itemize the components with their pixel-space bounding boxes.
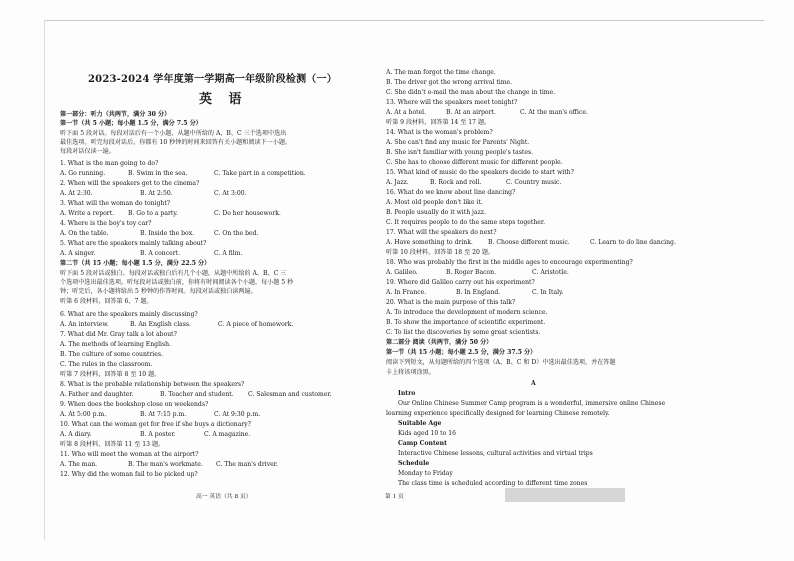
question-18: 18. Who was probably the first in the middle ages to encourage experimenting? (386, 259, 633, 266)
q2-option-c: C. At 3:00. (214, 190, 247, 197)
section-one-heading: 第一节（共 5 小题；每小题 1.5 分，满分 7.5 分） (60, 120, 202, 127)
q13-option-a: A. At a hotel. (386, 109, 427, 116)
part-two-heading: 第二部分 阅读（共两节，满分 50 分） (386, 339, 493, 346)
passage-content-heading: Camp Content (398, 440, 447, 447)
q16-option-c: C. It requires people to do the same steps together. (386, 219, 546, 226)
passage-age-text: Kids aged 10 to 16 (398, 430, 456, 437)
question-2: 2. When will the speakers get to the cinema? (60, 180, 200, 187)
material-note: 听第 6 段材料，回答第 6、7 题。 (60, 298, 153, 305)
question-17: 17. What will the speakers do next? (386, 229, 497, 236)
q15-option-b: B. Rock and roll. (430, 179, 482, 186)
q19-option-c: C. In Italy. (532, 289, 564, 296)
q18-option-c: C. Aristotle. (532, 269, 569, 276)
q11-option-b: B. The man's workmate. (128, 461, 203, 468)
q14-option-b: B. She isn't familiar with young people's tastes. (386, 149, 534, 156)
section-two-heading: 第二节（共 15 小题；每小题 1.5 分，满分 22.5 分） (60, 260, 211, 267)
instruction-line: 卡上将该项涂黑。 (386, 369, 435, 376)
material-note: 听第 8 段材料，回答第 11 至 13 题。 (60, 441, 165, 448)
instruction-line: 个选项中选出最佳选项。听每段对话或独白前，你将有时间阅读各个小题，每小题 5 秒 (60, 279, 294, 286)
q3-option-b: B. Go to a party. (128, 210, 178, 217)
passage-age-heading: Suitable Age (398, 420, 442, 427)
q6-option-a: A. An interview. (60, 321, 109, 328)
q1-option-c: C. Take part in a competition. (214, 170, 306, 177)
question-8: 8. What is the probable relationship between the speakers? (60, 381, 245, 388)
instruction-line: 听下面 5 段对话或独白。每段对话或独白后有几个小题，从题中所给的 A、B、C 三 (60, 270, 287, 277)
q12-option-a: A. The man forgot the time change. (386, 69, 496, 76)
question-16: 16. What do we know about line dancing? (386, 189, 516, 196)
passage-intro-text: Our Online Chinese Summer Camp program is a wonderful, immersive online Chinese (398, 400, 666, 407)
question-19: 19. Where did Galileo carry out his experiment? (386, 279, 535, 286)
footer-page-info: 高一 英语（共 8 页） (196, 494, 252, 500)
q16-option-a: A. Most old people don't like it. (386, 199, 483, 206)
question-3: 3. What will the woman do tonight? (60, 200, 171, 207)
q2-option-a: A. At 2:30. (60, 190, 93, 197)
q19-option-b: B. In England. (456, 289, 501, 296)
footer-page-number: 第 1 页 (385, 494, 404, 500)
instruction-line: 每段对话仅读一遍。 (60, 148, 115, 155)
instruction-line: 钟；听完后，各小题将给出 5 秒钟的作答时间。每段对话或独白读两遍。 (60, 288, 257, 295)
question-20: 20. What is the main purpose of this talk? (386, 299, 516, 306)
part-one-heading: 第一部分：听力（共两节，满分 30 分） (60, 111, 171, 118)
q19-option-a: A. In France. (386, 289, 427, 296)
q14-option-a: A. She can't find any music for Parents' Night. (386, 139, 530, 146)
q8-option-a: A. Father and daughter. (60, 391, 134, 398)
q20-option-b: B. To show the importance of scientific experiment. (386, 319, 546, 326)
q11-option-c: C. The man's driver. (216, 461, 278, 468)
q6-option-b: B. An English class. (130, 321, 191, 328)
q5-option-c: C. A film. (214, 250, 243, 257)
q1-option-b: B. Swim in the sea. (128, 170, 188, 177)
q4-option-b: B. Inside the box. (140, 230, 195, 237)
instruction-line: 最佳选项。听完每段对话后，你都有 10 秒钟的时间来回答有关小题和阅读下一小题。 (60, 139, 292, 146)
q13-option-c: C. At the man's office. (520, 109, 588, 116)
question-12: 12. Why did the woman fail to be picked up? (60, 471, 198, 478)
passage-schedule-text: The class time is scheduled according to different time zones (398, 480, 588, 487)
material-note: 听第 9 段材料，回答第 14 至 17 题。 (386, 119, 491, 126)
q2-option-b: B. At 2:50. (140, 190, 173, 197)
question-7: 7. What did Mr. Gray talk a lot about? (60, 331, 177, 338)
q20-option-c: C. To list the discoveries by some great scientists. (386, 329, 541, 336)
q4-option-a: A. On the table. (60, 230, 109, 237)
q17-option-b: B. Choose different music. (488, 239, 570, 246)
instruction-line: 听下面 5 段对话。每段对话后有一个小题，从题中所给的 A、B、C 三个选项中选出 (60, 130, 287, 137)
q15-option-c: C. Country music. (506, 179, 562, 186)
q5-option-b: B. A concert. (140, 250, 181, 257)
passage-schedule-text: Monday to Friday (398, 470, 453, 477)
question-1: 1. What is the man going to do? (60, 160, 159, 167)
q13-option-b: B. At an airport. (446, 109, 496, 116)
exam-title: 2023-2024 学年度第一学期高一年级阶段检测（一） (88, 74, 337, 85)
redaction-bar (505, 488, 625, 502)
q9-option-c: C. At 9:30 p.m. (214, 411, 261, 418)
q4-option-c: C. On the bed. (214, 230, 259, 237)
q17-option-a: A. Have something to drink. (386, 239, 473, 246)
q15-option-a: A. Jazz. (386, 179, 409, 186)
q9-option-a: A. At 5:00 p.m. (60, 411, 107, 418)
q10-option-b: B. A poster. (140, 431, 176, 438)
material-note: 听第 7 段材料，回答第 8 至 10 题。 (60, 371, 161, 378)
q10-option-c: C. A magazine. (204, 431, 251, 438)
q3-option-a: A. Write a report. (60, 210, 115, 217)
passage-label: A (531, 380, 536, 387)
q8-option-b: B. Teacher and student. (160, 391, 234, 398)
reading-section-heading: 第一节（共 15 小题；每小题 2.5 分，满分 37.5 分） (386, 349, 537, 356)
q9-option-b: B. At 7:15 p.m. (140, 411, 187, 418)
passage-intro-heading: Intro (398, 390, 416, 397)
passage-content-text: Interactive Chinese lessons, cultural activities and virtual trips (398, 450, 593, 457)
q12-option-b: B. The driver got the wrong arrival time. (386, 79, 513, 86)
question-4: 4. Where is the boy's toy car? (60, 220, 152, 227)
q10-option-a: A. A diary. (60, 431, 92, 438)
subject-heading: 英 语 (199, 92, 248, 107)
q7-option-a: A. The methods of learning English. (60, 341, 171, 348)
question-15: 15. What kind of music do the speakers decide to start with? (386, 169, 574, 176)
q12-option-c: C. She didn't e-mail the man about the change in time. (386, 89, 556, 96)
question-5: 5. What are the speakers mainly talking about? (60, 240, 207, 247)
q18-option-a: A. Galileo. (386, 269, 418, 276)
q3-option-c: C. Do her housework. (214, 210, 281, 217)
scan-edge-top (44, 20, 764, 21)
q20-option-a: A. To introduce the development of modern science. (386, 309, 548, 316)
material-note: 听第 10 段材料，回答第 18 至 20 题。 (386, 249, 495, 256)
q17-option-c: C. Learn to do line dancing. (590, 239, 676, 246)
q18-option-b: B. Roger Bacon. (446, 269, 497, 276)
question-13: 13. Where will the speakers meet tonight? (386, 99, 518, 106)
passage-schedule-heading: Schedule (398, 460, 430, 467)
q11-option-a: A. The man. (60, 461, 98, 468)
instruction-line: 阅读下列短文，从每题所给的四个选项（A、B、C 和 D）中选出最佳选项，并在答题 (386, 359, 616, 366)
q6-option-c: C. A piece of homework. (218, 321, 294, 328)
question-14: 14. What is the woman's problem? (386, 129, 493, 136)
q8-option-c: C. Salesman and customer. (248, 391, 332, 398)
question-11: 11. Who will meet the woman at the airport? (60, 451, 199, 458)
q16-option-b: B. People usually do it with jazz. (386, 209, 486, 216)
q14-option-c: C. She has to choose different music for different people. (386, 159, 563, 166)
scan-edge-left (44, 20, 45, 540)
passage-intro-text: learning experience specifically designed for learning Chinese remotely. (386, 410, 610, 417)
q7-option-b: B. The culture of some countries. (60, 351, 163, 358)
q5-option-a: A. A singer. (60, 250, 96, 257)
q1-option-a: A. Go running. (60, 170, 106, 177)
question-10: 10. What can the woman get for free if she buys a dictionary? (60, 421, 251, 428)
q7-option-c: C. The rules in the classroom. (60, 361, 153, 368)
question-9: 9. When does the bookshop close on weekends? (60, 401, 209, 408)
question-6: 6. What are the speakers mainly discussing? (60, 311, 198, 318)
